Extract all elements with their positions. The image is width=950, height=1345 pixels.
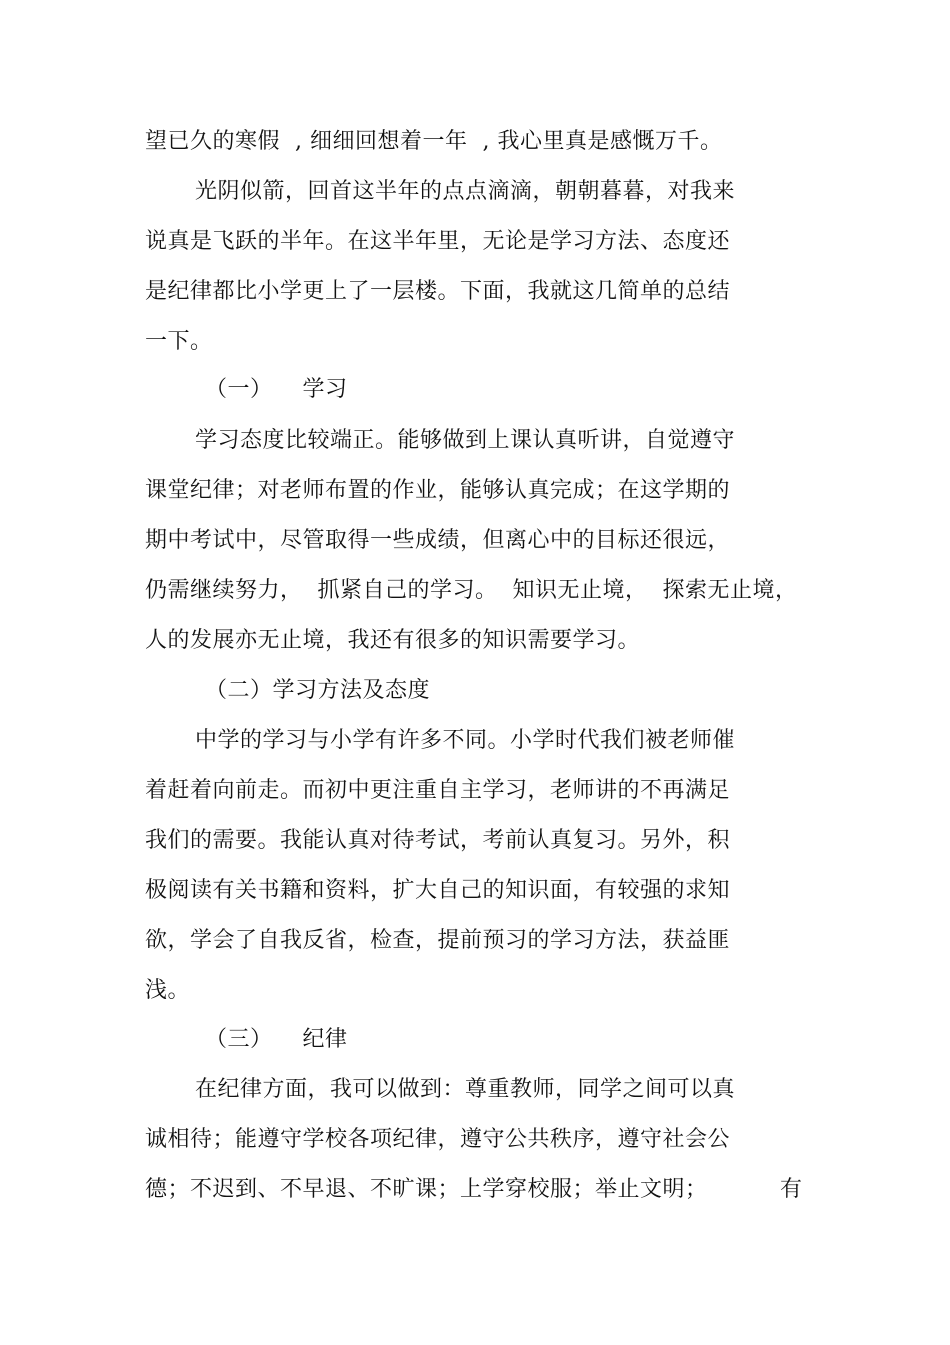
text-line-5: 一下。 [145,329,213,354]
section-heading-3: （三） 纪律 [205,1027,348,1052]
text-line-3: 说真是飞跃的半年。在这半年里，无论是学习方法、态度还 [145,229,731,254]
text-line-16: 极阅读有关书籍和资料，扩大自己的知识面，有较强的求知 [145,878,731,903]
paragraph-line-20: 在纪律方面，我可以做到：尊重教师，同学之间可以真 [195,1077,736,1102]
section-heading-2: （二）学习方法及态度 [205,678,431,703]
paragraph-line-13: 中学的学习与小学有许多不同。小学时代我们被老师催 [195,728,736,753]
text-line-9: 期中考试中，尽管取得一些成绩，但离心中的目标还很远， [145,528,731,553]
text-line-22-trailing: 有 [780,1177,803,1202]
text-line-8: 课堂纪律；对老师布置的作业，能够认真完成；在这学期的 [145,478,731,503]
text-line-17: 欲，学会了自我反省，检查，提前预习的学习方法，获益匪 [145,928,731,953]
text-line-21: 诚相待；能遵守学校各项纪律，遵守公共秩序，遵守社会公 [145,1127,731,1152]
text-line-15: 我们的需要。我能认真对待考试，考前认真复习。另外，积 [145,828,731,853]
text-line-22: 德；不迟到、不早退、不旷课；上学穿校服；举止文明； [145,1177,708,1202]
text-line-14: 着赶着向前走。而初中更注重自主学习，老师讲的不再满足 [145,778,731,803]
text-line-4: 是纪律都比小学更上了一层楼。下面，我就这几简单的总结 [145,279,731,304]
paragraph-line-2: 光阴似箭，回首这半年的点点滴滴，朝朝暮暮，对我来 [195,179,736,204]
text-line-18: 浅。 [145,978,191,1003]
section-heading-1: （一） 学习 [205,377,348,402]
text-line-11: 人的发展亦无止境，我还有很多的知识需要学习。 [145,628,641,653]
paragraph-line-7: 学习态度比较端正。能够做到上课认真听讲，自觉遵守 [195,428,736,453]
text-line-10: 仍需继续努力， 抓紧自己的学习。 知识无止境， 探索无止境， [145,578,798,603]
text-line-1: 望已久的寒假 , 细细回想着一年 , 我心里真是感慨万千。 [145,129,723,154]
